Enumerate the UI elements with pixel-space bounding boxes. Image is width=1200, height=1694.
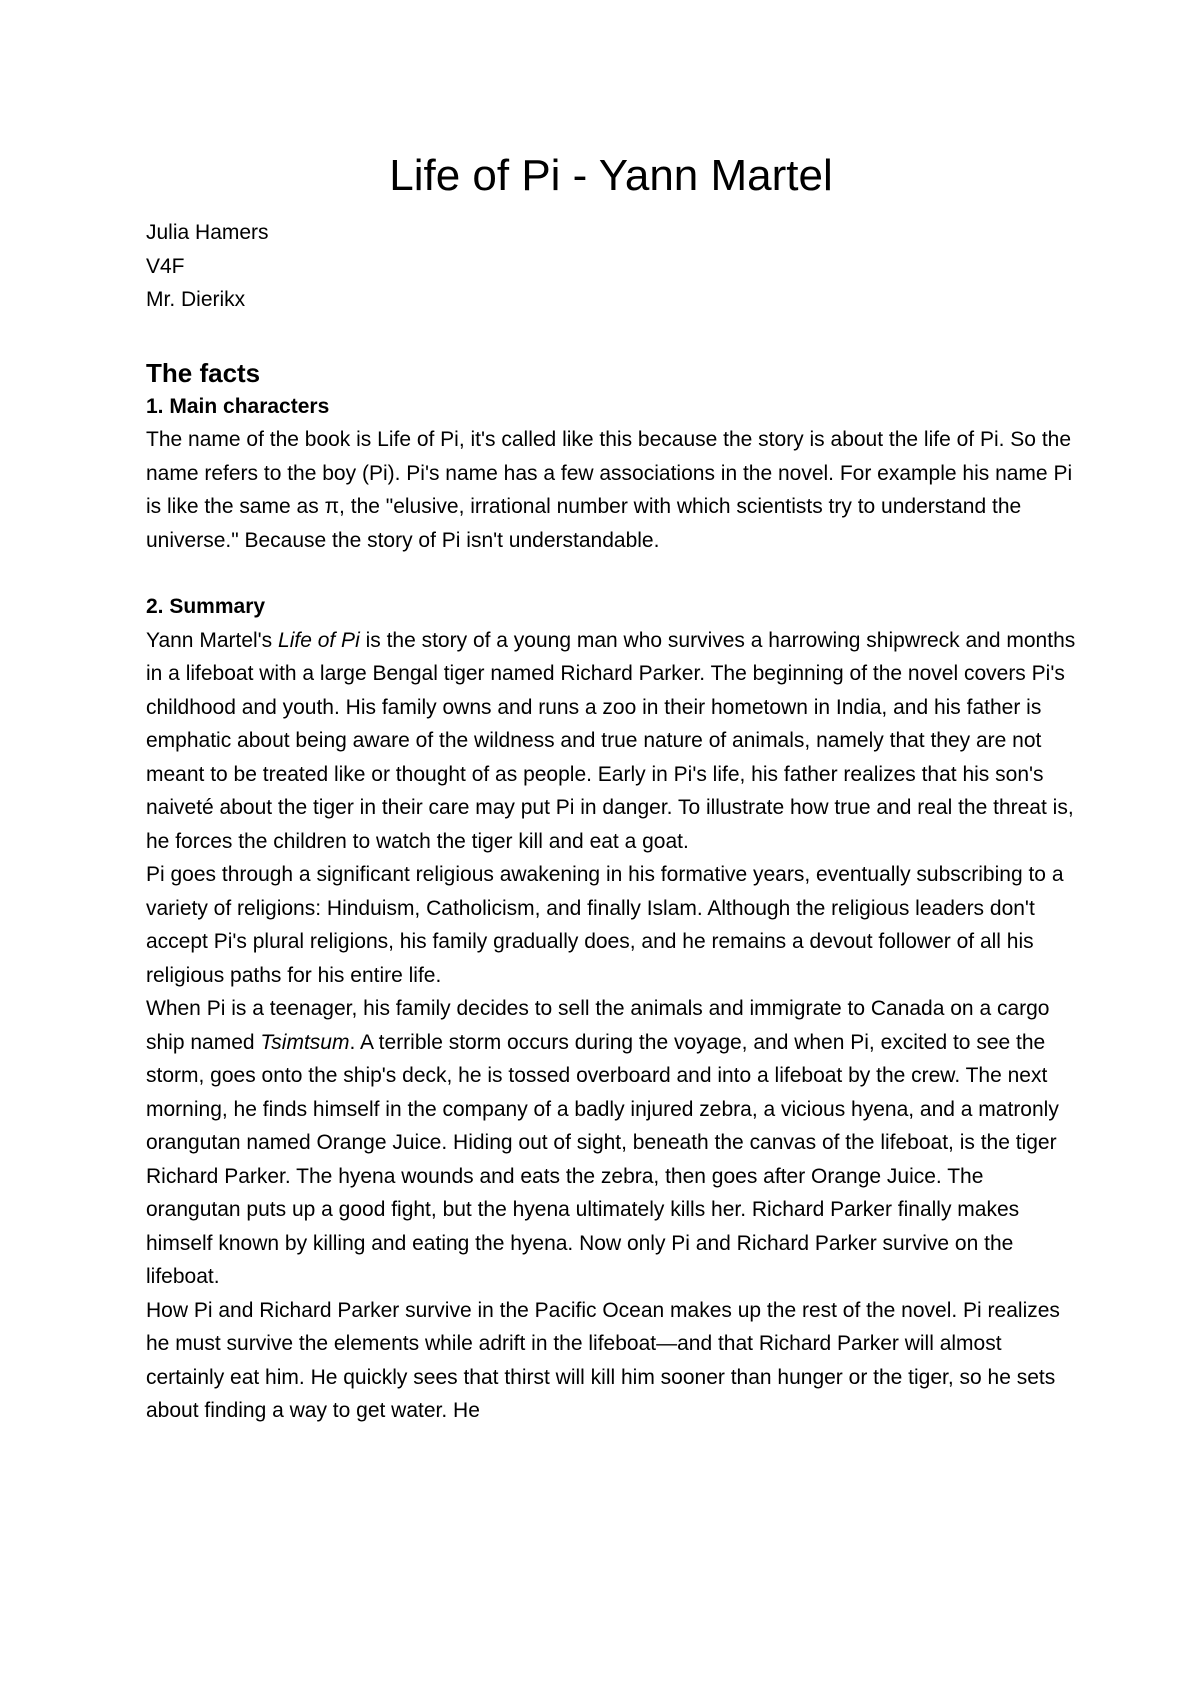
author-info [146, 216, 1076, 317]
section-heading-facts: The facts [146, 357, 261, 388]
paragraph-summary-1 [146, 624, 1076, 859]
subheading-main-characters: 1. Main characters [146, 394, 330, 418]
document-body [146, 150, 1076, 1428]
author-name: Julia Hamers [146, 221, 269, 244]
document-title: Life of Pi - Yann Martel [389, 151, 833, 200]
paragraph-main-characters: The name of the book is Life of Pi, it's called like this because the story is about the life of Pi. So the name refers to the boy (Pi). Pi's name has a few associations in the novel. For example his name Pi is like the same as π, the "elusive, irrational number with which scientists try to understand the universe." Because the story of Pi isn't understandable. [146, 428, 1073, 552]
summary-3-text-b: . A terrible storm occurs during the voyage, and when Pi, excited to see the storm, goes onto the ship's deck, he is tossed overboard and into a lifeboat by the crew. The next morning, he finds himself in the company of a badly injured zebra, a vicious hyena, and a matronly orangutan named Orange Juice. Hiding out of sight, beneath the canvas of the lifeboat, is the tiger Richard Parker. The hyena wounds and eats the zebra, then goes after Orange Juice. The orangutan puts up a good fight, but the hyena ultimately kills her. Richard Parker finally makes himself known by killing and eating the hyena. Now only Pi and Richard Parker survive on the lifeboat. [146, 1030, 1059, 1288]
summary-1-book-title: Life of Pi [278, 628, 360, 652]
summary-1-text-a: Yann Martel's [146, 628, 279, 652]
subheading-summary: 2. Summary [146, 595, 266, 618]
class-name: V4F [146, 254, 185, 278]
summary-3-text-a: When Pi is a teenager, his family decides to sell the animals and immigrate to Canada on a cargo ship named [146, 997, 1050, 1054]
summary-1-text-b: is the story of a young man who survives a harrowing shipwreck and months in a lifeboat with a large Bengal tiger named Richard Parker. The beginning of the novel covers Pi's childhood and youth. His family owns and runs a zoo in their hometown in India, and his father is emphatic about being aware of the wildness and true nature of animals, namely that they are not meant to be treated like or thought of as people. Early in Pi's life, his father realizes that his son's naiveté about the tiger in their care may put Pi in danger. To illustrate how true and real the threat is, he forces the children to watch the tiger kill and eat a goat. [146, 628, 1076, 853]
paragraph-summary-3 [146, 992, 1076, 1294]
summary-3-ship-name: Tsimtsum [260, 1030, 350, 1054]
paragraph-summary-2: Pi goes through a significant religious awakening in his formative years, eventually subscribing to a variety of religions: Hinduism, Catholicism, and finally Islam. Although the religious leaders don't accept Pi's plural religions, his family gradually does, and he remains a devout follower of all his religious paths for his entire life. [146, 863, 1064, 987]
teacher-name: Mr. Dierikx [146, 288, 246, 311]
paragraph-summary-4: How Pi and Richard Parker survive in the Pacific Ocean makes up the rest of the novel. Pi realizes he must survive the elements while adrift in the lifeboat—and that Richard Parker will almost certainly eat him. He quickly sees that thirst will kill him sooner than hunger or the tiger, so he sets about finding a way to get water. He [146, 1298, 1060, 1422]
